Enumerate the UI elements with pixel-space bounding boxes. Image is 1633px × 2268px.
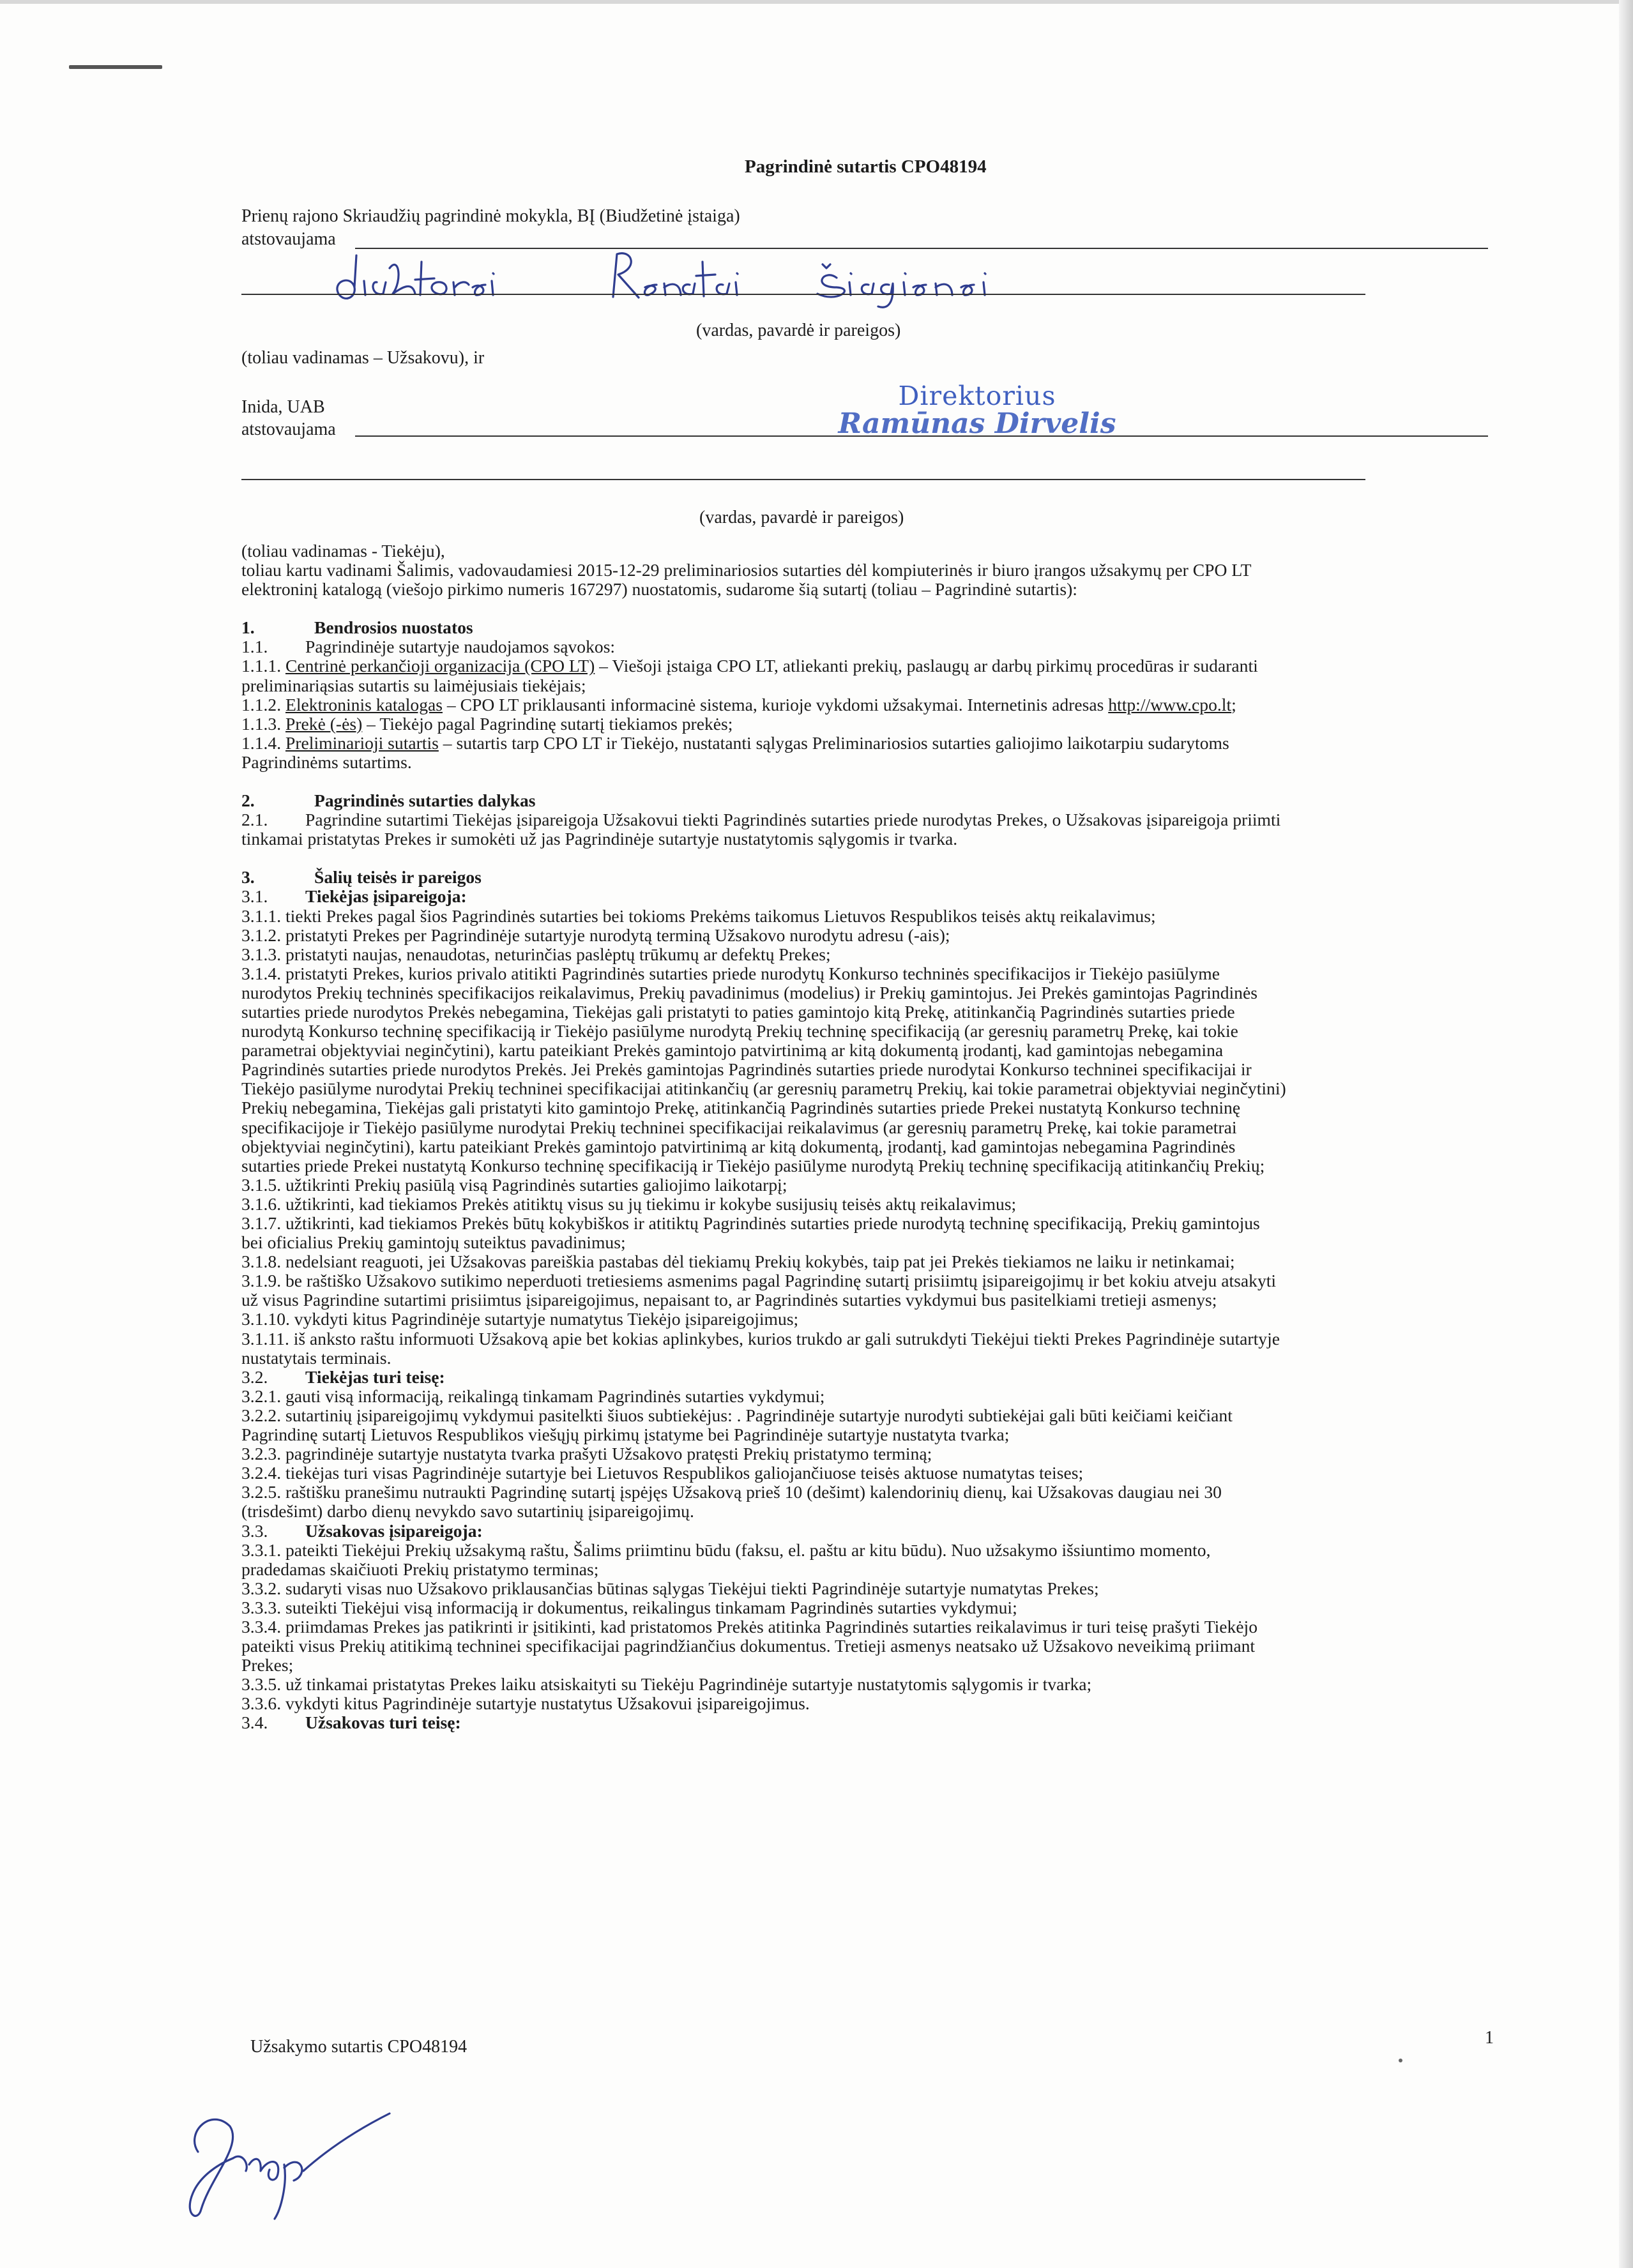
scan-edge-top [0, 0, 1633, 4]
page-number: 1 [1485, 2028, 1494, 2048]
representative-stamp [837, 381, 1118, 440]
supplier-name: Inida, UAB [241, 397, 325, 417]
clause-3-1-4-cont: objektyviai neginčytini), kartu pateikiant Prekės gamintojo patvirtinimą ar kitą dokumentą, įrodantį, kad gamintojas nebegamina Pagrindinės [241, 1136, 1236, 1156]
clause-1-1-3: 1.1.3. Prekė (-ės) – Tiekėjo pagal Pagrindinę sutartį tiekiamos prekės; [241, 713, 733, 734]
clause-1-1: 1.1. Pagrindinėje sutartyje naudojamos sąvokos: [241, 637, 616, 657]
section-2-heading: 2. Pagrindinės sutarties dalykas [241, 790, 536, 811]
clause-1-1-1: 1.1.1. Centrinė perkančioji organizacija (CPO LT) – Viešoji įstaiga CPO LT, atliekanti prekių, paslaugų ar darbų pirkimų procedūras ir sudaranti [241, 656, 1258, 676]
clause-3-3-3: 3.3.3. suteikti Tiekėjui visą informaciją ir dokumentus, reikalingus tinkamam Pagrindinės sutarties vykdymui; [241, 1597, 1017, 1617]
clause-3-1-6: 3.1.6. užtikrinti, kad tiekiamos Prekės atitiktų visus su jų tiekimu ir kokybe susijusių teisės aktų reikalavimus; [241, 1193, 1017, 1214]
clause-1-1-1-cont: preliminariąsias sutartis su laimėjusiais tiekėjais; [241, 675, 586, 695]
clause-2-1-cont: tinkamai pristatytas Prekes ir sumokėti už jas Pagrindinėje sutartyje nustatytomis sąlygomis ir tvarka. [241, 829, 958, 849]
handwritten-initials [172, 2069, 402, 2228]
clause-3-1-4-cont: parametrai objektyviai neginčytini), kartu pateikiant Prekės gamintojo patvirtinimą ar kitą dokumentą įrodantį, kad gamintojas nebegamina [241, 1040, 1224, 1061]
clause-1-1-2: 1.1.2. Elektroninis katalogas – CPO LT priklausanti informacinė sistema, kurioje vykdomi užsakymai. Internetinis adresas http://www.cpo.lt; [241, 694, 1236, 714]
clause-3-3-4-cont: Prekes; [241, 1655, 294, 1675]
cpo-link[interactable]: http://www.cpo.lt [1108, 694, 1232, 714]
clause-3-1-4-cont: specifikacijoje ir Tiekėjo pasiūlyme nurodytai Prekių techninei specifikacijai reikalavimus (ar geresnių parametrų Prekę, kai tokie parametrai [241, 1117, 1237, 1137]
name-caption-1: (vardas, pavardė ir pareigos) [696, 321, 901, 340]
clause-3-2-5: 3.2.5. raštišku pranešimu nutraukti Pagrindinę sutartį įspėjęs Užsakovą prieš 10 (dešimt) kalendorinių dienų, kai Užsakovas daugiau nei 30 [241, 1482, 1222, 1502]
represented-by-label: atstovaujama [241, 420, 336, 439]
stamp-name: Ramūnas Dirvelis [838, 407, 1116, 440]
scan-edge-right [1619, 0, 1633, 2268]
clause-3-2-1: 3.2.1. gauti visą informaciją, reikalingą tinkamam Pagrindinės sutarties vykdymui; [241, 1386, 825, 1406]
document-title: Pagrindinė sutartis CPO48194 [745, 156, 987, 177]
scan-speck [1399, 2059, 1402, 2062]
clause-3-1-4: 3.1.4. pristatyti Prekes, kurios privalo atitikti Pagrindinės sutarties priede nurodytų Konkurso techninės specifikacijos ir Tiekėjo pasiūlyme [241, 963, 1220, 983]
clause-3-1-4-cont: sutarties priede nurodytos Prekės nebegamina, Tiekėjas gali pristatyti to paties gamintojo kitą Prekę, atitinkančią Pagrindinės sutarties priede [241, 1001, 1235, 1022]
buyer-alias: (toliau vadinamas – Užsakovu), ir [241, 348, 485, 368]
signature-line [241, 479, 1365, 480]
clause-3-4-heading: 3.4. Užsakovas turi teisę: [241, 1712, 461, 1733]
stamp-title: Direktorius [898, 381, 1056, 411]
clause-3-3-4: 3.3.4. priimdamas Prekes jas patikrinti ir įsitikinti, kad pristatomos Prekės atitinka Pagrindinės sutarties reikalavimus ir turi teisę prašyti Tiekėjo [241, 1616, 1258, 1637]
clause-3-1-7-cont: bei oficialius Prekių gamintojų suteiktus pavadinimus; [241, 1232, 626, 1253]
clause-3-1-11: 3.1.11. iš anksto raštu informuoti Užsakovą apie bet kokias aplinkybes, kurios trukdo ar gali sutrukdyti Tiekėjui tiekti Prekes Pagrindinėje sutartyje [241, 1328, 1280, 1349]
clause-3-3-1: 3.3.1. pateikti Tiekėjui Prekių užsakymą raštu, Šalims priimtinu būdu (faksu, el. paštu ar kitu būdu). Nuo užsakymo išsiuntimo momento, [241, 1539, 1211, 1560]
clause-3-1-9-cont: už visus Pagrindine sutartimi prisiimtus įsipareigojimus, nepaisant to, ar Pagrindinės sutarties vykdymui bus pasitelkiami tretieji asmenys; [241, 1290, 1217, 1310]
clause-3-3-4-cont: pateikti visus Prekių atitikimą techninei specifikacijai pagrindžiančius dokumentus. Tretieji asmenys neatsako už Užsakovo neveikimą priimant [241, 1636, 1256, 1656]
clause-1-1-4: 1.1.4. Preliminarioji sutartis – sutartis tarp CPO LT ir Tiekėjo, nustatanti sąlygas Preliminariosios sutarties galiojimo laikotarpiu sudarytoms [241, 732, 1229, 753]
clause-3-2-4: 3.2.4. tiekėjas turi visas Pagrindinėje sutartyje bei Lietuvos Respublikos galiojančiuose teisės aktuose numatytas teises; [241, 1463, 1084, 1483]
intro-line: (toliau vadinamas - Tiekėju), [241, 541, 445, 561]
clause-3-2-2: 3.2.2. sutartinių įsipareigojimų vykdymui pasitelkti šiuos subtiekėjus: . Pagrindinėje sutartyje nurodyti subtiekėjai gali būti keičiami keičiant [241, 1405, 1233, 1425]
clause-3-3-heading: 3.3. Užsakovas įsipareigoja: [241, 1520, 483, 1541]
clause-2-1: 2.1. Pagrindine sutartimi Tiekėjas įsipareigoja Užsakovui tiekti Pagrindinės sutarties priede nurodytas Prekes, o Užsakovas įsipareigoja priimti [241, 810, 1281, 830]
clause-3-1-heading: 3.1. Tiekėjas įsipareigoja: [241, 886, 467, 907]
buyer-name: Prienų rajono Skriaudžių pagrindinė mokykla, BĮ (Biudžetinė įstaiga) [241, 206, 740, 226]
represented-by-label: atstovaujama [241, 229, 336, 249]
clause-3-3-1-cont: pradedamas skaičiuoti Prekių pristatymo terminas; [241, 1559, 599, 1579]
clause-3-1-4-cont: Prekių nebegamina, Tiekėjas gali pristatyti kito gamintojo Prekę, atitinkančią Pagrindinės sutarties priede Prekei nustatytą Konkurso techninę [241, 1098, 1241, 1118]
clause-3-1-4-cont: nurodytą Konkurso techninę specifikaciją ir Tiekėjo pasiūlyme nurodytą Prekių techninę specifikaciją (ar geresnių parametrų Prekę, kai tokie [241, 1021, 1238, 1041]
clause-3-1-2: 3.1.2. pristatyti Prekes per Pagrindinėje sutartyje nurodytą terminą Užsakovo nurodytu adresu (-ais); [241, 925, 950, 945]
clause-3-1-5: 3.1.5. užtikrinti Prekių pasiūlą visą Pagrindinės sutarties galiojimo laikotarpį; [241, 1174, 787, 1195]
section-3-heading: 3. Šalių teisės ir pareigos [241, 867, 482, 888]
scan-mark [69, 65, 162, 69]
clause-3-3-6: 3.3.6. vykdyti kitus Pagrindinėje sutartyje nustatytus Užsakovui įsipareigojimus. [241, 1693, 810, 1714]
clause-1-1-4-cont: Pagrindinėms sutartims. [241, 752, 412, 772]
clause-3-1-4-cont: sutarties priede Prekei nustatytą Konkurso techninę specifikaciją ir Tiekėjo pasiūlyme nurodytą Prekių techninę specifikaciją atitinkančių Prekių; [241, 1155, 1265, 1176]
clause-3-2-5-cont: (trisdešimt) darbo dienų nevykdo savo sutartinių įsipareigojimų. [241, 1501, 694, 1522]
clause-3-1-7: 3.1.7. užtikrinti, kad tiekiamos Prekės būtų kokybiškos ir atitiktų Pagrindinės sutarties priede nurodytą techninę specifikaciją, Prekių gamintojus [241, 1213, 1260, 1233]
intro-line: elektroninį katalogą (viešojo pirkimo numeris 167297) nuostatomis, sudarome šią sutartį (toliau – Pagrindinė sutartis): [241, 579, 1077, 600]
clause-3-3-5: 3.3.5. už tinkamai pristatytas Prekes laiku atsiskaityti su Tiekėju Pagrindinėje sutartyje nustatytomis sąlygomis ir tvarka; [241, 1674, 1092, 1695]
contract-body [241, 541, 1506, 1733]
section-1-heading: 1. Bendrosios nuostatos [241, 617, 473, 638]
clause-3-1-8: 3.1.8. nedelsiant reaguoti, jei Užsakovas pareiškia pastabas dėl tiekiamų Prekių kokybės, taip pat jei Prekės tiekiamos ne laiku ir netinkamai; [241, 1251, 1235, 1272]
clause-3-1-4-cont: Pagrindinės sutarties priede nurodytos Prekės. Jei Prekės gamintojas Pagrindinės sutarties priede nurodytai Konkurso techninei specifikacijai ir [241, 1059, 1252, 1080]
clause-3-1-3: 3.1.3. pristatyti naujas, nenaudotas, neturinčias paslėptų trūkumų ar defektų Prekes; [241, 944, 831, 964]
clause-3-2-heading: 3.2. Tiekėjas turi teisę: [241, 1366, 445, 1387]
clause-3-1-11-cont: nustatytais terminais. [241, 1347, 391, 1368]
clause-3-1-10: 3.1.10. vykdyti kitus Pagrindinėje sutartyje numatytus Tiekėjo įsipareigojimus; [241, 1309, 799, 1329]
clause-3-1-4-cont: nurodytos Prekių techninės specifikacijos reikalavimus, Prekių pavadinimus (modelius) ir Prekių gamintojus. Jei Prekės gamintojas Pagrindinės [241, 982, 1257, 1002]
name-caption-2: (vardas, pavardė ir pareigos) [699, 508, 904, 527]
clause-3-1-4-cont: Tiekėjo pasiūlyme nurodytai Prekių techninei specifikacijai atitinkančių (ar geresnių parametrų Prekių, kai tokie parametrai objektyviai neginčytini) [241, 1078, 1286, 1099]
intro-line: toliau kartu vadinami Šalimis, vadovaudamiesi 2015-12-29 preliminariosios sutarties dėl kompiuterinės ir biuro įrangos užsakymų per CPO LT [241, 560, 1252, 580]
footer-contract-id: Užsakymo sutartis CPO48194 [250, 2037, 467, 2057]
clause-3-1-9: 3.1.9. be raštiško Užsakovo sutikimo neperduoti tretiesiems asmenims pagal Pagrindinę sutartį prisiimtų įsipareigojimų ir bet kokiu atveju atsakyti [241, 1271, 1277, 1291]
clause-3-1-1: 3.1.1. tiekti Prekes pagal šios Pagrindinės sutarties bei tokioms Prekėms taikomus Lietuvos Respublikos teisės aktų reikalavimus; [241, 905, 1156, 926]
signature-line [241, 294, 1365, 295]
clause-3-2-2-cont: Pagrindinę sutartį Lietuvos Respublikos viešųjų pirkimų įstatyme bei Pagrindinėje sutartyje nustatyta tvarka; [241, 1425, 1010, 1445]
handwritten-representative [332, 243, 1047, 313]
clause-3-2-3: 3.2.3. pagrindinėje sutartyje nustatyta tvarka prašyti Užsakovo pratęsti Prekių pristatymo terminą; [241, 1444, 932, 1464]
clause-3-3-2: 3.3.2. sudaryti visas nuo Užsakovo priklausančias būtinas sąlygas Tiekėjui tiekti Pagrindinėje sutartyje numatytas Prekes; [241, 1578, 1099, 1598]
